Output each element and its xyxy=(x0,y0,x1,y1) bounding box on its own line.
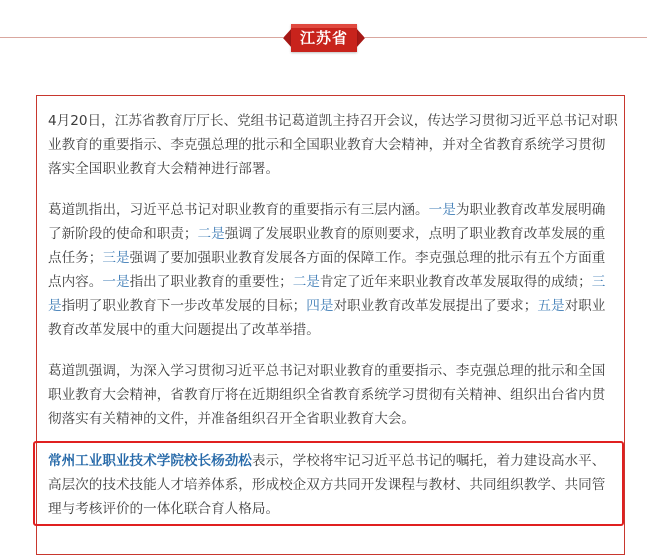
province-badge xyxy=(283,20,365,56)
highlight-keyword: 一是 xyxy=(102,274,130,290)
statement-text: 表示，学校将牢记习近平总书记的嘱托，着力建设高水平、高层次的技术技能人才培养体系，形成校企双方共同开发课程与教材、共同组织教学、共同管理与考核评价的一体化联合育人格局。 xyxy=(48,453,606,517)
badge-ribbon-right xyxy=(356,28,365,48)
header-rule-right xyxy=(365,37,647,38)
paragraph-school-statement xyxy=(48,449,618,521)
paragraph-instructions xyxy=(48,198,618,342)
text-span: 对职业教育改革发展提出了要求； xyxy=(333,298,538,314)
highlight-keyword: 三是 xyxy=(102,250,130,266)
text-span: 强调了发展职业教育的原则要求，点明了职业教育改革发展的重点任务； xyxy=(48,226,606,266)
highlight-keyword: 四是 xyxy=(306,298,334,314)
text-span: 葛道凯指出，习近平总书记对职业教育的重要指示有三层内涵。 xyxy=(48,202,429,218)
header-rule-left xyxy=(0,37,283,38)
highlight-keyword: 二是 xyxy=(197,226,225,242)
text-span: 为职业教育改革发展明确了新阶段的使命和职责； xyxy=(48,202,606,242)
badge-label: 江苏省 xyxy=(291,24,357,52)
text-span: 指出了职业教育的重要性； xyxy=(129,274,293,290)
text-span: 强调了要加强职业教育发展各方面的保障工作。李克强总理的批示有五个方面重点内容。 xyxy=(48,250,606,290)
highlight-keyword: 五是 xyxy=(537,298,565,314)
highlight-keyword: 三是 xyxy=(48,274,606,314)
text-span: 指明了职业教育下一步改革发展的目标； xyxy=(61,298,307,314)
paragraph-meeting: 4月20日，江苏省教育厅厅长、党组书记葛道凯主持召开会议，传达学习贯彻习近平总书记对职业教育的重要指示、李克强总理的批示和全国职业教育大会精神，并对全省教育系统学习贯彻落实全国职业教育大会精神进行部署。 xyxy=(48,113,618,177)
speaker-name: 常州工业职业技术学院校长杨劲松 xyxy=(48,453,252,469)
paragraph-emphasis: 葛道凯强调，为深入学习贯彻习近平总书记对职业教育的重要指示、李克强总理的批示和全国职业教育大会精神，省教育厅将在近期组织全省教育系统学习贯彻有关精神、组织出台省内贯彻落实有关精神的文件，并准备组织召开全省职业教育大会。 xyxy=(48,363,606,427)
highlight-keyword: 二是 xyxy=(292,274,320,290)
text-span: 肯定了近年来职业教育改革发展取得的成绩； xyxy=(319,274,592,290)
text-span: 对职业教育改革发展中的重大问题提出了改革举措。 xyxy=(48,298,606,338)
highlight-keyword: 一是 xyxy=(428,202,456,218)
badge-highlight xyxy=(291,24,357,28)
